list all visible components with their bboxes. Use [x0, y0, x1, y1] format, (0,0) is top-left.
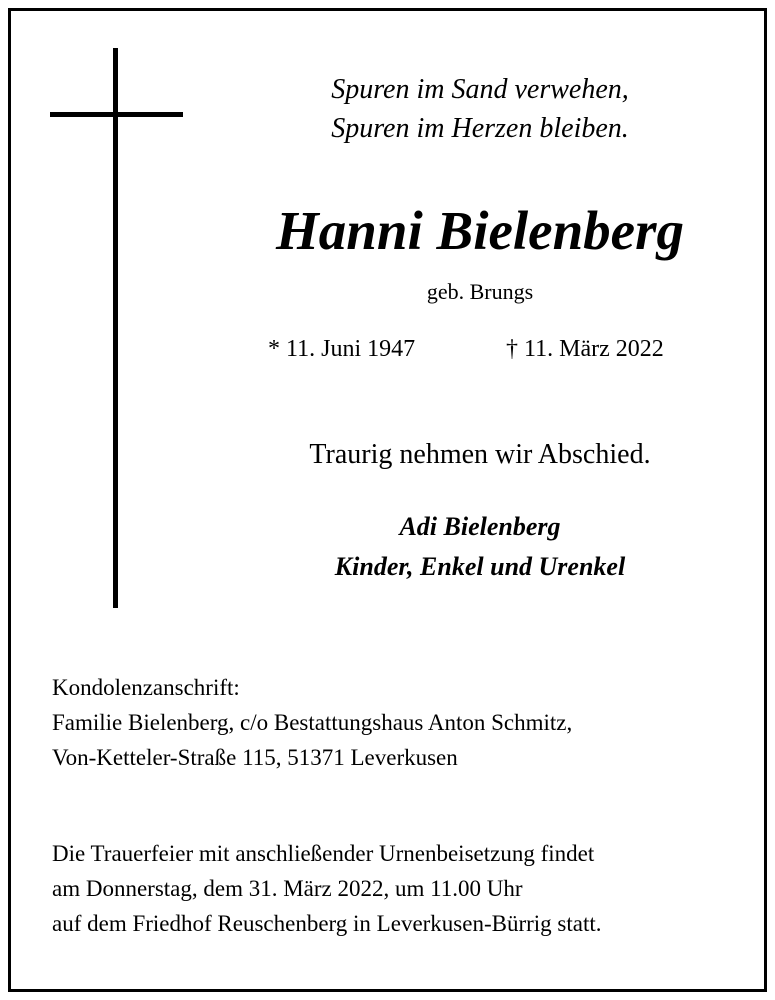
motto-line-1: Spuren im Sand verwehen, — [331, 74, 629, 105]
mourner-family: Kinder, Enkel und Urenkel — [334, 552, 626, 581]
condolence-address — [52, 670, 572, 775]
deceased-name: Hanni Bielenberg — [276, 200, 684, 261]
mourner-primary: Adi Bielenberg — [399, 512, 561, 541]
mourners — [230, 507, 730, 587]
cross-horizontal-bar — [50, 112, 183, 117]
ceremony-line-1: Die Trauerfeier mit anschließender Urnenbeisetzung findet — [52, 841, 595, 866]
farewell-text: Traurig nehmen wir Abschied. — [309, 439, 651, 470]
ceremony-line-3: auf dem Friedhof Reuschenberg in Leverkusen-Bürrig statt. — [52, 911, 602, 936]
motto-line-2: Spuren im Herzen bleiben. — [331, 113, 629, 144]
birth-name: geb. Brungs — [426, 279, 534, 304]
condolence-line-2: Von-Ketteler-Straße 115, 51371 Leverkusen — [52, 745, 458, 770]
condolence-heading: Kondolenzanschrift: — [52, 675, 240, 700]
condolence-line-1: Familie Bielenberg, c/o Bestattungshaus Anton Schmitz, — [52, 710, 573, 735]
birth-date: * 11. Juni 1947 — [268, 336, 416, 362]
death-date: † 11. März 2022 — [506, 336, 664, 362]
cross-vertical-bar — [113, 48, 118, 608]
ceremony-info — [52, 836, 602, 941]
motto — [230, 70, 730, 148]
ceremony-line-2: am Donnerstag, dem 31. März 2022, um 11.00 Uhr — [52, 876, 523, 901]
